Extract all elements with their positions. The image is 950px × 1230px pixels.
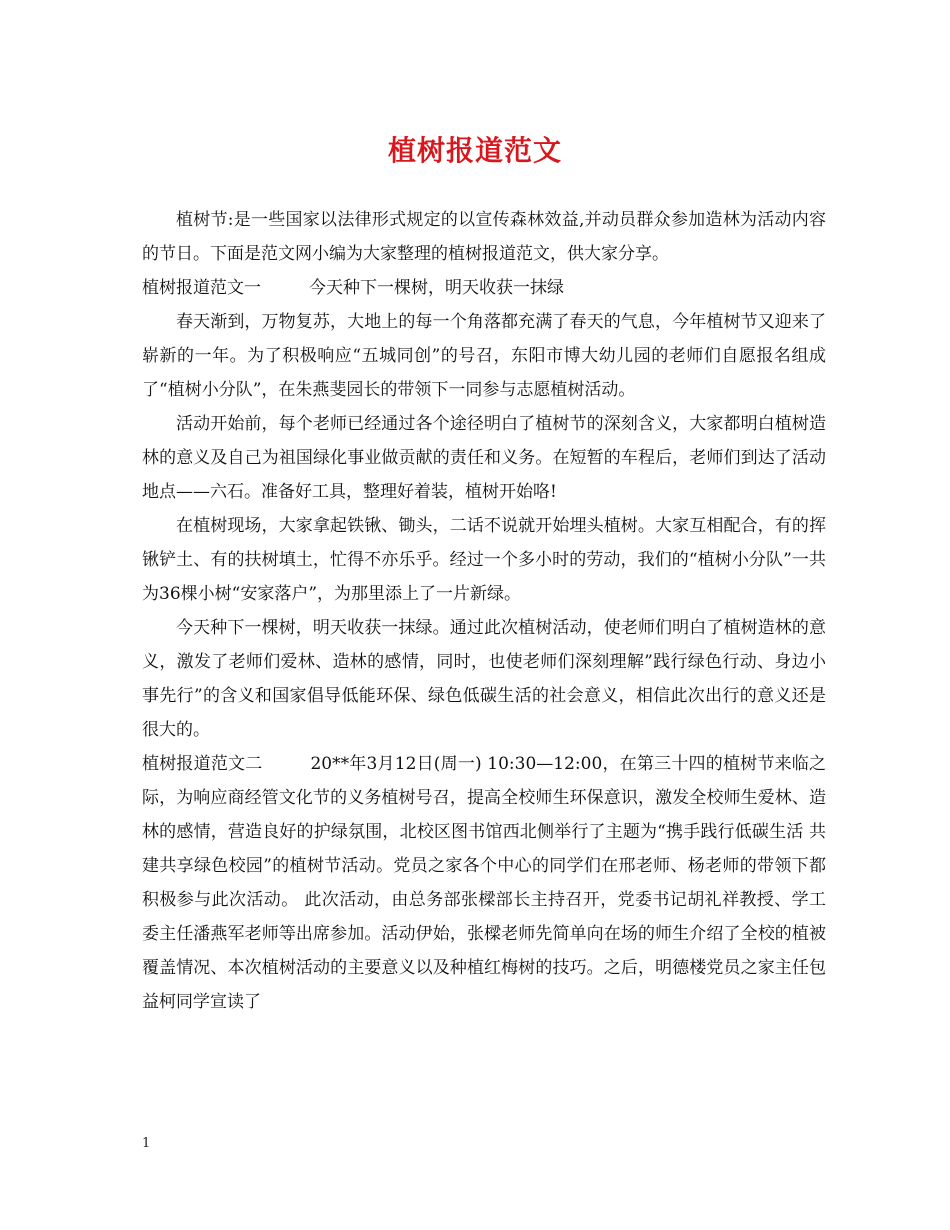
section1-paragraph-1: 春天渐到，万物复苏，大地上的每一个角落都充满了春天的气息，今年植树节又迎来了崭新的一年。为了积极响应“五城同创”的号召，东阳市博大幼儿园的老师们自愿报名组成了“植树小分队”，在朱燕斐园长的带领下一同参与志愿植树活动。 <box>142 312 826 400</box>
page-number: 1 <box>142 1136 151 1151</box>
document-body <box>142 203 826 1019</box>
section1-paragraph-2: 活动开始前，每个老师已经通过各个途径明白了植树节的深刻含义，大家都明白植树造林的意义及自己为祖国绿化事业做贡献的责任和义务。在短暂的车程后，老师们到达了活动地点——六石。准备好工具，整理好着装，植树开始咯! <box>142 414 826 502</box>
document-title: 植树报道范文 <box>387 134 562 167</box>
section1-paragraph-3: 在植树现场，大家拿起铁锹、锄头，二话不说就开始埋头植树。大家互相配合，有的挥锹铲土、有的扶树填土，忙得不亦乐乎。经过一个多小时的劳动，我们的“植树小分队”一共为36棵小树“安家落户”，为那里添上了一片新绿。 <box>142 516 826 604</box>
section1-paragraph-4: 今天种下一棵树，明天收获一抹绿。通过此次植树活动，使老师们明白了植树造林的意义，激发了老师们爱林、造林的感情，同时，也使老师们深刻理解”践行绿色行动、身边小事先行”的含义和国家倡导低能环保、绿色低碳生活的社会意义，相信此次出行的意义还是很大的。 <box>142 618 826 740</box>
section1-label: 植树报道范文一 <box>142 278 261 298</box>
section2-label: 植树报道范文二 <box>142 754 263 774</box>
intro-paragraph: 植树节:是一些国家以法律形式规定的以宣传森林效益,并动员群众参加造林为活动内容的节日。下面是范文网小编为大家整理的植树报道范文，供大家分享。 <box>142 210 826 264</box>
section2-text: 20**年3月12日(周一) 10:30—12:00，在第三十四的植树节来临之际，为响应商经管文化节的义务植树号召，提高全校师生环保意识，激发全校师生爱林、造林的感情，营造良好的护绿氛围，北校区图书馆西北侧举行了主题为“携手践行低碳生活 共建共享绿色校园”的植树节活动。党员之家各个中心的同学们在邢老师、杨老师的带领下都积极参与此次活动。 此次活动，由总务部张樑部长主持召开，党委书记胡礼祥教授、学工委主任潘燕军老师等出席参加。活动伊始，张樑老师先简单向在场的师生介绍了全校的植被覆盖情况、本次植树活动的主要意义以及种植红梅树的技巧。之后，明德楼党员之家主任包益柯同学宣读了 <box>142 754 827 1012</box>
section2-paragraph <box>142 747 826 1019</box>
section1-subtitle: 今天种下一棵树，明天收获一抹绿 <box>309 278 564 298</box>
section1-heading <box>142 271 826 305</box>
